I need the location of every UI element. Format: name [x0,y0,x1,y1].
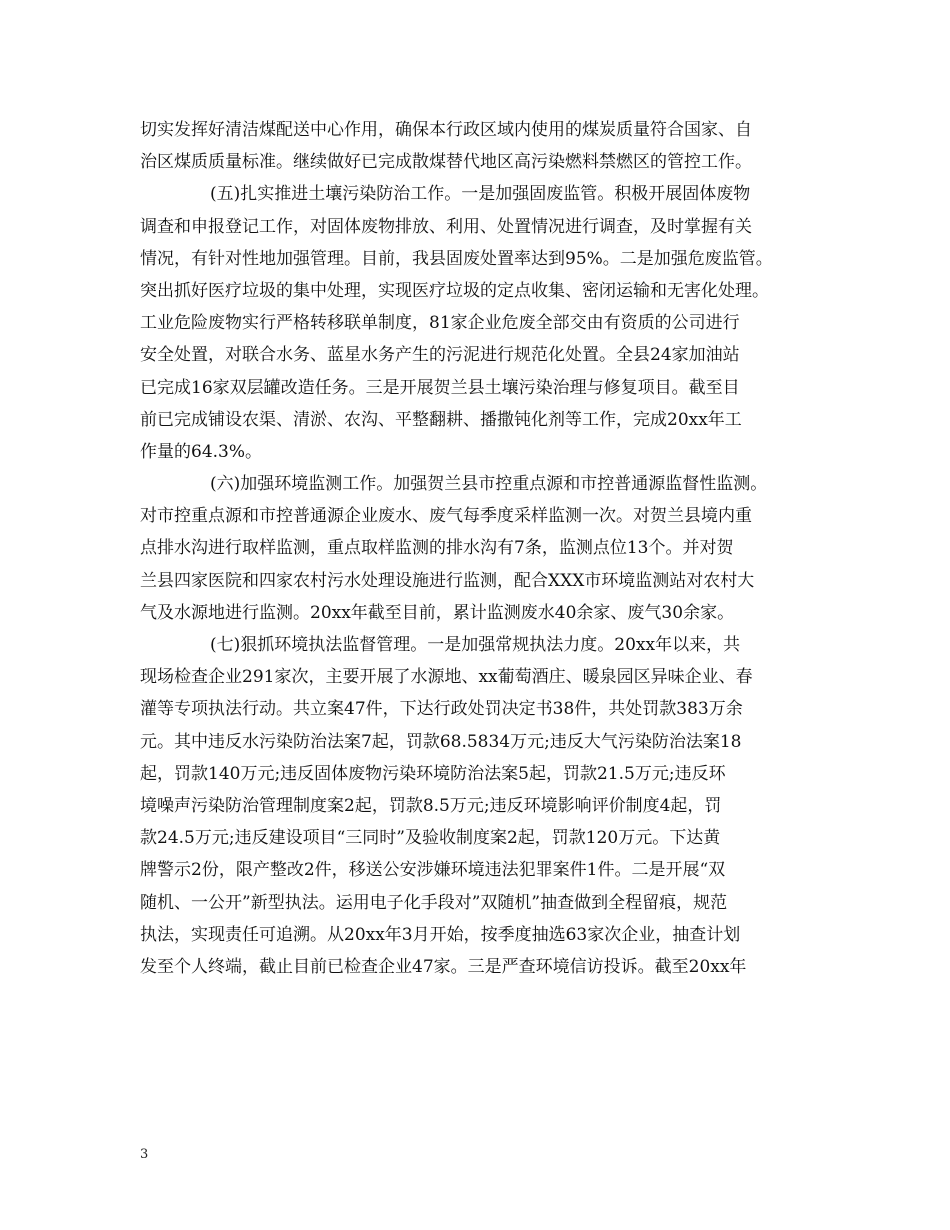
text-line: 切实发挥好清洁煤配送中心作用，确保本行政区域内使用的煤炭质量符合国家、自 [140,120,752,140]
text-line: 牌警示2份，限产整改2件，移送公安涉嫌环境违法犯罪案件1件。二是开展“双 [140,860,726,881]
text-line: 前已完成铺设农渠、清淤、农沟、平整翻耕、播撒钝化剂等工作，完成20xx年工 [140,409,742,430]
text-line: 气及水源地进行监测。20xx年截至目前，累计监测废水40余家、废气30余家。 [140,602,735,623]
text-line: 作量的64.3%。 [140,441,263,462]
text-line: 安全处置，对联合水务、蓝星水务产生的污泥进行规范化处置。全县24家加油站 [140,345,740,366]
section-heading-line: (五)扎实推进土壤污染防治工作。一是加强固废监管。积极开展固体废物 [210,184,751,205]
section-heading-line: (七)狠抓环境执法监督管理。一是加强常规执法力度。20xx年以来，共 [210,635,741,655]
body-text [140,114,816,983]
text-line: 境噪声污染防治管理制度案2起，罚款8.5万元;违反环境影响评价制度4起，罚 [140,795,722,816]
text-line: 情况，有针对性地加强管理。目前，我县固废处置率达到95%。二是加强危废监管。 [140,248,773,269]
text-line: 起，罚款140万元;违反固体废物污染环境防治法案5起，罚款21.5万元;违反环 [140,763,726,784]
text-line: 突出抓好医疗垃圾的集中处理，实现医疗垃圾的定点收集、密闭运输和无害化处理。 [140,280,769,301]
text-line: 执法，实现责任可追溯。从20xx年3月开始，按季度抽选63家次企业，抽查计划 [140,924,741,945]
text-line: 元。其中违反水污染防治法案7起，罚款68.5834万元;违反大气污染防治法案18 [140,731,742,752]
text-line: 现场检查企业291家次，主要开展了水源地、xx葡萄酒庄、暖泉园区异味企业、春 [140,667,753,688]
text-line: 工业危险废物实行严格转移联单制度，81家企业危废全部交由有资质的公司进行 [140,313,740,334]
text-line: 随机、一公开”新型执法。运用电子化手段对”双随机”抽查做到全程留痕，规范 [140,892,728,913]
page-number: 3 [140,1147,149,1162]
text-line: 调查和申报登记工作，对固体废物排放、利用、处置情况进行调查，及时掌握有关 [140,216,752,237]
text-line: 治区煤质质量标准。继续做好已完成散煤替代地区高污染燃料禁燃区的管控工作。 [140,152,752,173]
text-line: 发至个人终端，截止目前已检查企业47家。三是严查环境信访投诉。截至20xx年 [140,956,747,977]
text-line: 灌等专项执法行动。共立案47件，下达行政处罚决定书38件，共处罚款383万余 [140,699,743,720]
text-line: 款24.5万元;违反建设项目“三同时”及验收制度案2起，罚款120万元。下达黄 [140,828,721,849]
text-line: 点排水沟进行取样监测，重点取样监测的排水沟有7条，监测点位13个。并对贺 [140,538,734,559]
text-line: 兰县四家医院和四家农村污水处理设施进行监测，配合XXX市环境监测站对农村大 [140,570,755,591]
section-heading-line: (六)加强环境监测工作。加强贺兰县市控重点源和市控普通源监督性监测。 [210,474,768,495]
text-line: 已完成16家双层罐改造任务。三是开展贺兰县土壤污染治理与修复项目。截至目 [140,377,740,398]
text-line: 对市控重点源和市控普通源企业废水、废气每季度采样监测一次。对贺兰县境内重 [140,506,752,527]
